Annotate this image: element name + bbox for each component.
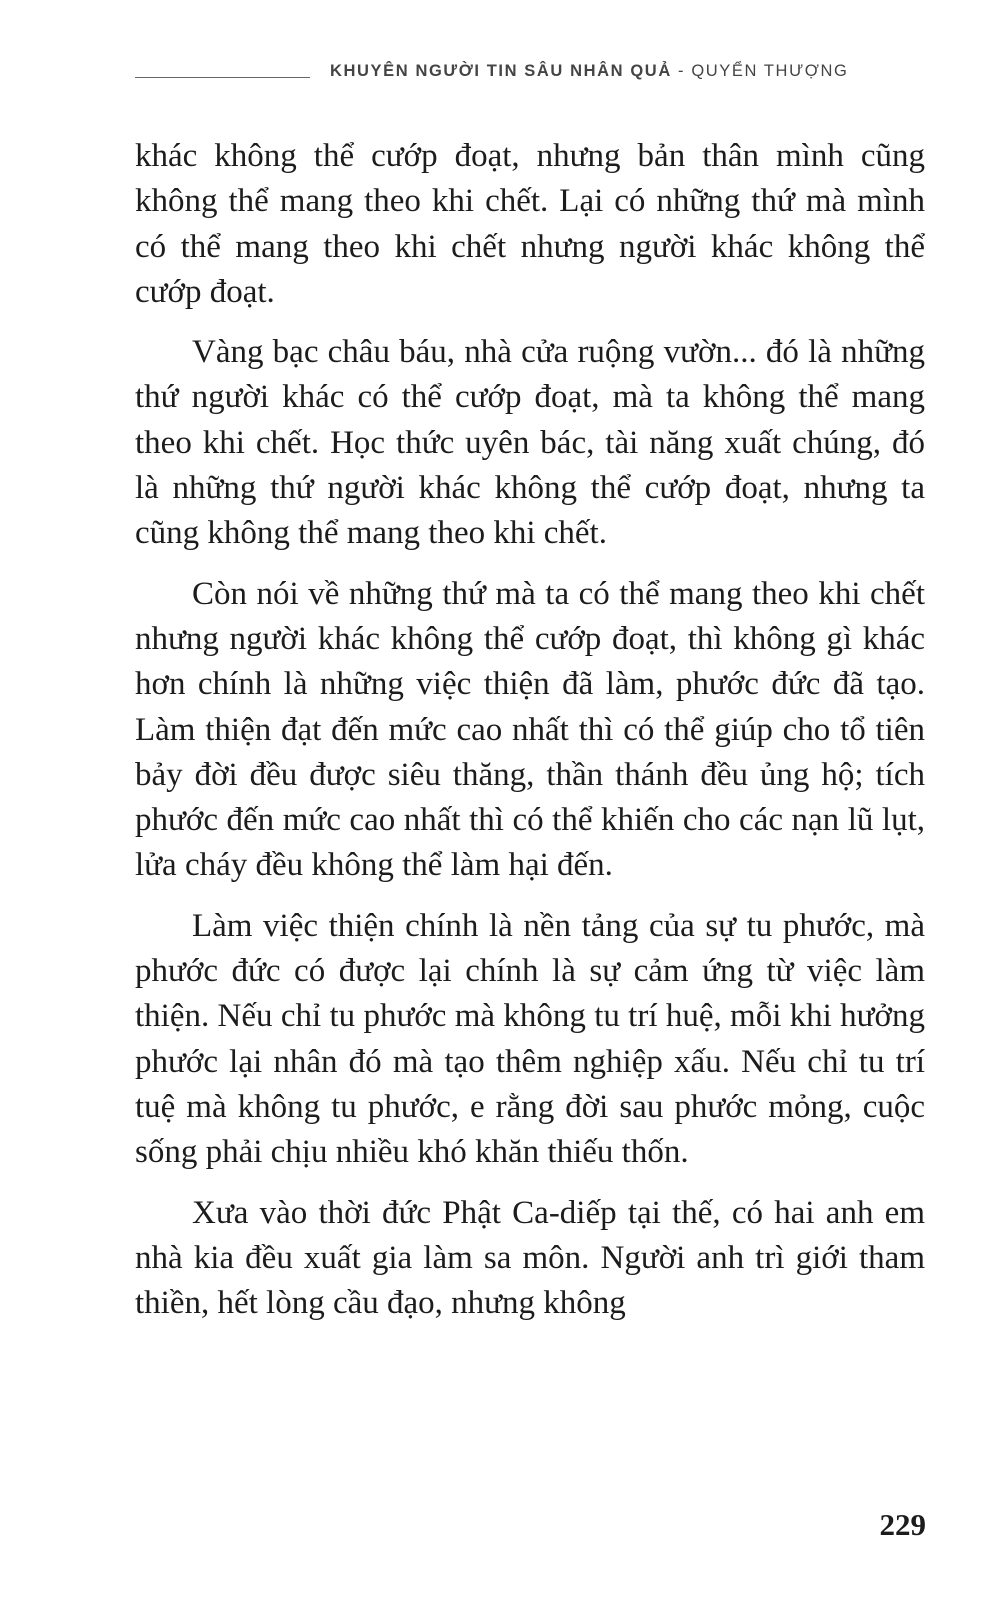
running-header — [330, 62, 925, 81]
book-title: KHUYÊN NGƯỜI TIN SÂU NHÂN QUẢ — [330, 62, 672, 80]
paragraph: Làm việc thiện chính là nền tảng của sự tu phước, mà phước đức có được lại chính là sự cảm ứng từ việc làm thiện. Nếu chỉ tu phước mà không tu trí huệ, mỗi khi hưởng phước lại nhân đó mà tạo thêm nghiệp xấu. Nếu chỉ tu trí tuệ mà không tu phước, e rằng đời sau phước mỏng, cuộc sống phải chịu nhiều khó khăn thiếu thốn. — [135, 907, 925, 1171]
paragraph: Xưa vào thời đức Phật Ca-diếp tại thế, có hai anh em nhà kia đều xuất gia làm sa môn. Người anh trì giới tham thiền, hết lòng cầu đạo, nhưng không — [135, 1194, 925, 1322]
body-text — [135, 134, 925, 1341]
header-separator: - — [671, 62, 692, 80]
page-number: 229 — [879, 1507, 926, 1542]
volume-title: QUYỂN THƯỢNG — [691, 62, 849, 80]
paragraph-continued: khác không thể cướp đoạt, nhưng bản thân mình cũng không thể mang theo khi chết. Lại có những thứ mà mình có thể mang theo khi chết nhưng người khác không thể cướp đoạt. — [135, 138, 925, 310]
header-rule — [135, 77, 310, 78]
paragraph: Còn nói về những thứ mà ta có thể mang theo khi chết nhưng người khác không thể cướp đoạt, thì không gì khác hơn chính là những việc thiện đã làm, phước đức đã tạo. Làm thiện đạt đến mức cao nhất thì có thể giúp cho tổ tiên bảy đời đều được siêu thăng, thần thánh đều ủng hộ; tích phước đến mức cao nhất thì có thể khiến cho các nạn lũ lụt, lửa cháy đều không thể làm hại đến. — [135, 575, 925, 884]
paragraph: Vàng bạc châu báu, nhà cửa ruộng vườn... đó là những thứ người khác có thể cướp đoạt, mà ta không thể mang theo khi chết. Học thức uyên bác, tài năng xuất chúng, đó là những thứ người khác không thể cướp đoạt, nhưng ta cũng không thể mang theo khi chết. — [135, 334, 925, 552]
